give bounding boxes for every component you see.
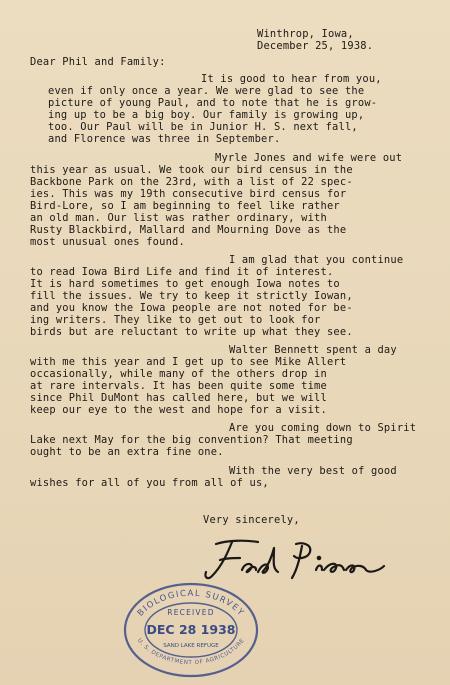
letter-line: Backbone Park on the 23rd, with a list of 22 spec- — [30, 176, 353, 188]
letter-line: It is hard sometimes to get enough Iowa notes to — [30, 278, 340, 290]
letter-line: birds but are reluctant to write up what they see. — [30, 326, 353, 338]
letter-line: even if only once a year. We were glad to see the — [48, 85, 365, 97]
letter-date: December 25, 1938. — [257, 40, 374, 52]
letter-line: wishes for all of you from all of us, — [30, 477, 269, 489]
letter-line: Walter Bennett spent a day — [229, 344, 397, 356]
letter-line: Lake next May for the big convention? That meeting — [30, 434, 353, 446]
stamp-refuge: SAND LAKE REFUGE — [163, 643, 219, 649]
letter-line: an old man. Our list was rather ordinary, with — [30, 212, 327, 224]
letter-salutation: Dear Phil and Family: — [30, 56, 166, 68]
letter-line: and you know the Iowa people are not noted for be- — [30, 302, 353, 314]
letter-line: most unusual ones found. — [30, 236, 185, 248]
letter-line: Bird-Lore, so I am beginning to feel like rather — [30, 200, 340, 212]
letter-line: keep our eye to the west and hope for a visit. — [30, 404, 327, 416]
letter-line: to read Iowa Bird Life and find it of interest. — [30, 266, 334, 278]
letter-line: ought to be an extra fine one. — [30, 446, 224, 458]
letter-line: ing writers. They like to get out to look for — [30, 314, 321, 326]
letter-line: occasionally, while many of the others drop in — [30, 368, 327, 380]
stamp-arc-bottom: U. S. DEPARTMENT OF AGRICULTURE — [135, 637, 247, 667]
handwritten-signature — [198, 536, 398, 584]
letter-line: I am glad that you continue — [229, 254, 404, 266]
letter-line: at rare intervals. It has been quite some time — [30, 380, 327, 392]
letter-line: this year as usual. We took our bird census in the — [30, 164, 353, 176]
letter-line: Rusty Blackbird, Mallard and Mourning Dove as the — [30, 224, 347, 236]
letter-line: ies. This was my 19th consecutive bird census for — [30, 188, 347, 200]
letter-line: with me this year and I get up to see Mike Allert — [30, 356, 347, 368]
letter-line: since Phil DuMont has called here, but we will — [30, 392, 327, 404]
stamp-arc-top: BIOLOGICAL SURVEY — [135, 588, 247, 619]
letter-line: It is good to hear from you, — [201, 73, 382, 85]
letter-place: Winthrop, Iowa, — [257, 28, 354, 40]
letter-line: Myrle Jones and wife were out — [215, 152, 403, 164]
letter-line: fill the issues. We try to keep it strictly Iowan, — [30, 290, 353, 302]
letter-line: Are you coming down to Spirit — [229, 422, 417, 434]
letter-line: too. Our Paul will be in Junior H. S. next fall, — [48, 121, 358, 133]
letter-line: picture of young Paul, and to note that he is grow- — [48, 97, 378, 109]
letter-line: and Florence was three in September. — [48, 133, 281, 145]
letter-closing: Very sincerely, — [203, 514, 300, 526]
stamp-received: RECEIVED — [167, 608, 215, 617]
received-stamp — [116, 578, 266, 678]
letter-line: With the very best of good — [229, 465, 397, 477]
stamp-date: DEC 28 1938 — [146, 622, 236, 637]
letter-line: ing up to be a big boy. Our family is growing up, — [48, 109, 365, 121]
